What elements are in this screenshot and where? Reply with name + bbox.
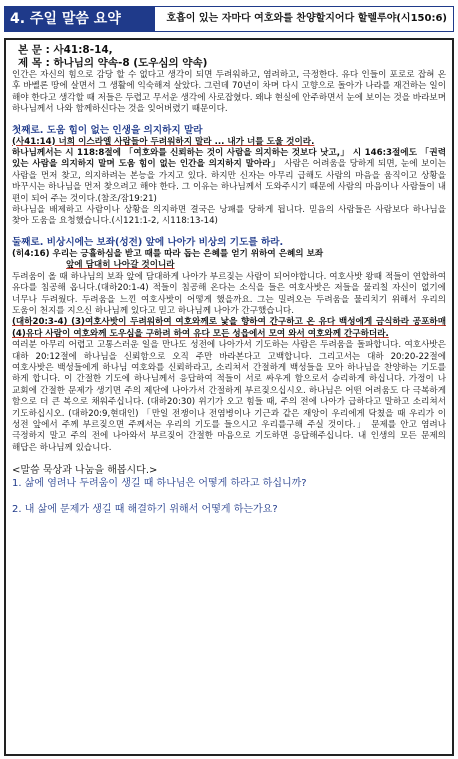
section2-title: 둘째로. 비상시에는 보좌(성전) 앞에 나아가 비상의 기도를 하라. (12, 236, 284, 248)
section1-title: 첫째로. 도움 힘이 없는 인생을 의지하지 말라 (12, 124, 203, 136)
section1-verse: (사41:14) 너희 이스라엘 사람들아 두려워하지 말라 ... 내가 너를 도울 것이라. (12, 136, 315, 147)
discussion-heading: <말씀 묵상과 나눔을 해봅시다.> (12, 465, 158, 477)
section2-body1: 두려움이 올 때 하나님의 보좌 앞에 담대하게 나아가 부르짖는 사람이 되어야합니다. 여호사밧 왕때 적들이 연합하여 유다를 침공해 옵니다.(대하20:1-4) 적들이 침공해 온다는 소식을 들은 여호사밧은 저들을 물리칠 자신이 없기에 너무나 두려웠다. 두려움을 느낀 여호사밧이 어떻게 했을까요. 그는 밀려오는 두려움을 물리치기 위해서 우리의 도움이 천지를 지으신 하나님께 있다고 믿고 하나님께 나아가 간구했습니다. (12, 271, 446, 316)
section2-body2: 여러분 아무리 어렵고 고통스러운 일을 만나도 성전에 나아가서 기도하는 사람은 두려움을 돌파합니다. 여호사밧은 대하 20:12절에 하나님을 신뢰함으로 오직 주만 바라본다고 고백합니다. 그리고서는 대하 20:20-22절에 여호사밧은 백성들에게 하나님 여호와를 신뢰하라고, 소리쳐서 간절하게 백성들을 모아 하나님을 찬양하는 기도를 하게 합니다. 이 간절한 기도에 하나님께서 응답하여 적들이 서로 싸우게 함으로서 승리하게 하십니다. 가정이 나 교회에 간절한 문제가 생기면 주의 제단에 나아가서 간절하게 부르짖으십시오. 하나님은 어떤 어려움도 다 극복하게 함으로 더 큰 복으로 채워주십니다. (대하20:30) 위기가 오고 힘들 때, 주의 전에 나아가 급하다고 말하고 소리쳐서 기도하십시오. (대하20:9,현대인) 「만일 전쟁이나 전염병이나 기근과 같은 재앙이 우리에게 닥쳤을 때 우리가 이 성전 앞에서 주께 부르짖으면 주께서는 우리의 기도를 들으시고 우리를구해 주실 것이다.」 문제를 안고 염려나 극정하지 말고 주의 전에 나아와서 부르짖어 간절한 마음으로 기도하면 응답해주십니다. 내 인생의 모든 문제의 해답은 하나님께 있습니다. (12, 340, 446, 453)
section-header (4, 6, 454, 32)
section1-body-lead: 하나님께서는 시 118:8절에 「여호와를 신뢰하는 것이 사람을 의지하는 것보다 낫고,」 시 146:3절에도 「권력 있는 사람을 의지하지 말며 도움 힘이 없는 인간을 의지하지 말아라」 (12, 148, 446, 170)
question-2: 2. 내 삶에 문제가 생길 때 해결하기 위해서 어떻게 하는가요? (12, 504, 278, 516)
intro-paragraph: 인간은 자신의 힘으로 감당 할 수 없다고 생각이 되면 두려워하고, 염려하고, 극정한다. 유다 인들이 포로로 잡혀 온 후 바벨론 땅에 살면서 그 생활에 익숙해져 살았다. 그런데 70년이 차며 다시 고향으로 돌아가 나라를 재건하는 일이 해야 한다고 생각할 때 저들은 두렵고 무서운 생각에 사로잡혔다. 왜냐 현실에 안주하면서 눈에 보이는 것을 바라보며 하나님께서 나와 함께하신다는 것을 잊어버렸기 때문이다. (12, 70, 446, 115)
scripture-line: 본 문 : 사41:8-14, (18, 44, 113, 56)
section1-body (12, 148, 446, 205)
sermon-summary-box (4, 38, 454, 756)
section2-verse-b: 앞에 담대히 나아갈 것이니라 (66, 260, 175, 271)
sermon-title: 제 목 : 하나님의 약속-8 (도우심의 약속) (18, 57, 208, 69)
question-1: 1. 삶에 염려나 두려움이 생길 때 하나님은 어떻게 하라고 하십니까? (12, 478, 307, 490)
section2-verse-block: (대하20:3-4) (3)여호사밧이 두려워하여 여호와께로 낯을 향하여 간구하고 온 유다 백성에게 금식하라 공포하매 (4)유다 사람이 여호와께 도우심을 구하려 하여 유다 모든 성읍에서 모여 와서 여호와께 간구하더라. (12, 317, 446, 339)
section1-body-end: 하나님을 배제하고 사람이나 상황을 의지하면 결국은 낭패를 당하게 됩니다. 믿음의 사람들은 사람보다 하나님을 찾아 도움을 요청했습니다.(시121:1-2, 시118:13-14) (12, 205, 446, 227)
section-tab: 4. 주일 말씀 요약 (4, 6, 154, 32)
header-verse: 호흡이 있는 자마다 여호와를 찬양할지어다 할렐루야(시150:6) (154, 6, 454, 32)
section1-body-rest: 사람은 어려움을 당하게 되면, 눈에 보이는 사람을 먼저 찾고, 의지하려는 본능을 가지고 있다. 하지만 신자는 아무리 급해도 사람의 마음을 움직이고 상황을 바꾸시는 하나님을 먼저 찾으려고 해야 한다. 그 이유는 하나님께서 도와주시기 때문에 사람의 마음이나 사람들이 내 편이 되어 주는 것이다.(참조/잠19:21) (12, 159, 446, 204)
section2-verse-a: (히4:16) 우리는 긍휼하심을 받고 때를 따라 돕는 은혜를 얻기 위하여 은혜의 보좌 (12, 248, 324, 259)
